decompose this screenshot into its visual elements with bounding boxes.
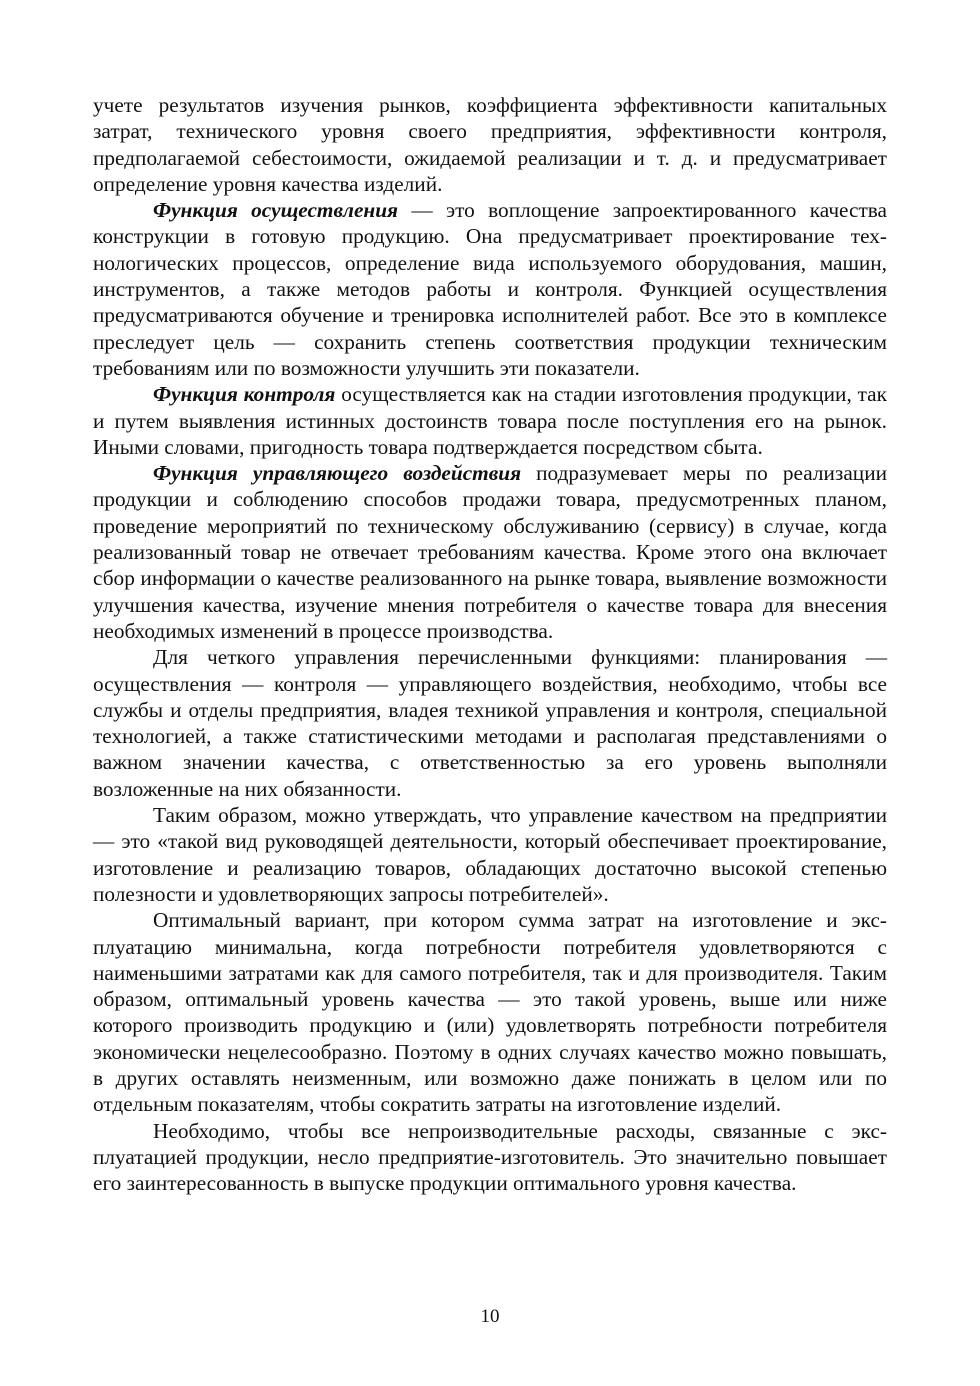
- paragraph-text: Необходимо, чтобы все непроизводительные расходы, связанные с эксплуатацией продукции, несло предприятие-изготовитель. Это значительно повышает его заинтересованность в выпуске продукции оптимального уровня качества.: [93, 1118, 887, 1196]
- paragraph-text: осуществляется как на стадии изготовления продукции, так и путем выявления истинных достоинств товара после поступления его на рынок. Иными словами, пригодность товара подтверждается посредством сбыта.: [93, 382, 887, 459]
- paragraph-text: учете результатов изучения рынков, коэффициента эффективности капитальных затрат, технического уровня своего предприятия, эффективности контроля, предполагаемой себестоимости, ожидаемой реализации и т. д. и предусматривает определение уровня качества изделий.: [93, 93, 887, 196]
- term-control-function: Функция контроля: [153, 382, 336, 407]
- paragraph-text: — это воплощение запроектированного качества конструкции в готовую продукцию. Она предусматривает проектирование технологических процессов, определение вида используемого оборудования, машин, инструментов, а также методов работы и контроля. Функцией осуществления предусматриваются обучение и тренировка исполнителей работ. Все это в комплексе преследует цель — сохранить степень соответствия продукции техническим требованиям или по возможности улучшить эти показатели.: [93, 198, 887, 380]
- paragraph-implementation-function: [93, 197, 887, 381]
- document-page: [93, 92, 887, 1196]
- paragraph-management-impact-function: [93, 460, 887, 644]
- paragraph-text: Для четкого управления перечисленными функциями: планирования — осуществления — контроля — управляющего воздействия, необходимо, чтобы все службы и отделы предприятия, владея техникой управления и контроля, специальной технологией, а также статистическими методами и располагая представлениями о важном значении качества, с ответственностью за его уровень выполняли возложенные на них обязанности.: [93, 645, 887, 801]
- paragraph-manufacturer-costs: [93, 1118, 887, 1197]
- paragraph-quality-management-definition: [93, 802, 887, 907]
- paragraph-management-requirements: [93, 644, 887, 802]
- paragraph-control-function: [93, 381, 887, 460]
- paragraph-continuation: [93, 92, 887, 197]
- paragraph-text: Оптимальный вариант, при котором сумма затрат на изготовление и эксплуатацию минимальна, когда потребности потребителя удовлетворяются с наименьшими затратами как для самого потребителя, так и для производителя. Таким образом, оптимальный уровень качества — это такой уровень, выше или ниже которого производить продукцию и (или) удовлетворять потребности потребителя экономически нецелесообразно. Поэтому в одних случаях качество можно повышать, в других оставлять неизменным, или возможно даже понижать в целом или по отдельным показателям, чтобы сократить затраты на изготовление изделий.: [93, 908, 887, 1117]
- paragraph-text: Таким образом, можно утверждать, что управление качеством на предприятии — это «такой вид руководящей деятельности, который обеспечивает проектирование, изготовление и реализацию товаров, обладающих достаточно высокой степенью полезности и удовлетворяющих запросы потребителей».: [93, 803, 887, 906]
- term-management-impact-function: Функция управляющего воздействия: [153, 461, 522, 486]
- page-number: 10: [480, 1306, 500, 1327]
- paragraph-optimal-quality: [93, 907, 887, 1117]
- paragraph-text: подразумевает меры по реализации продукции и соблюдению способов продажи товара, предусмотренных планом, проведение мероприятий по техническому обслуживанию (сервису) в случае, когда реализованный товар не отвечает требованиям качества. Кроме этого она включает сбор информации о качестве реализованного на рынке товара, выявление возможности улучшения качества, изучение мнения потребителя о качестве товара для внесения необходимых изменений в процессе производства.: [93, 461, 887, 643]
- term-implementation-function: Функция осуществления: [153, 198, 399, 223]
